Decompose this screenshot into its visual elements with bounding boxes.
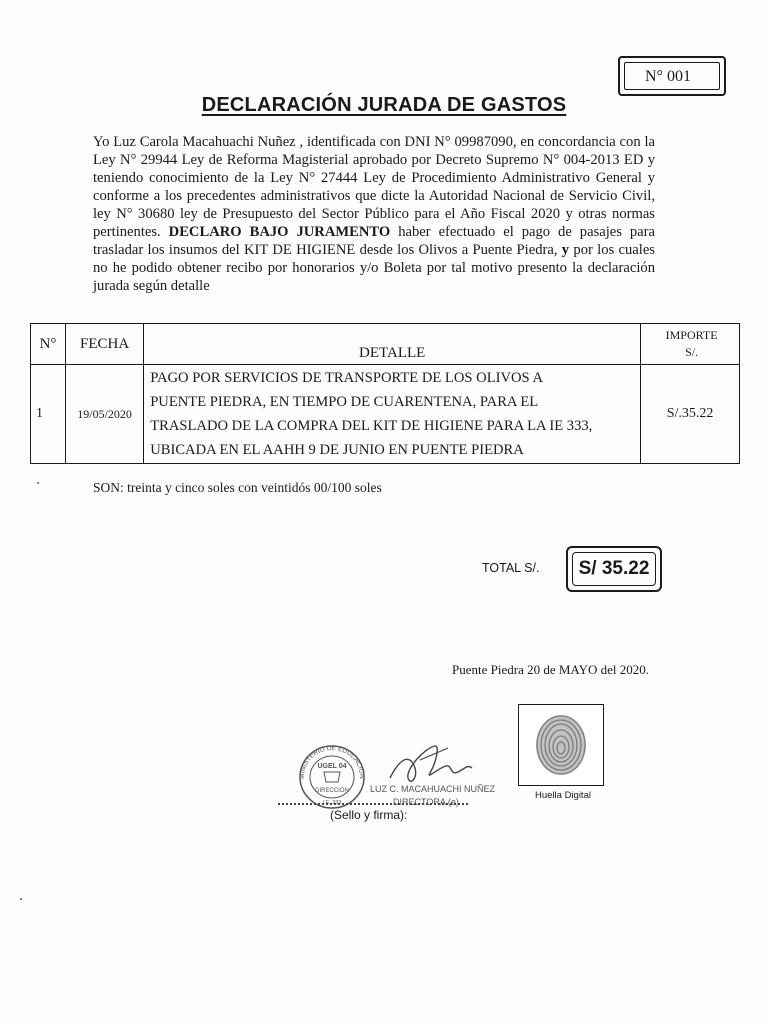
place-date: Puente Piedra 20 de MAYO del 2020. (452, 662, 650, 677)
declaration-emphasis: DECLARO BAJO JURAMENTO (168, 224, 391, 240)
signature-line (278, 803, 468, 805)
document-number-box (618, 56, 726, 96)
total-box (566, 546, 662, 592)
signature-caption: (Sello y firma): (330, 808, 408, 822)
row-amount: S/.35.22 (641, 365, 740, 464)
stamp-name: LUZ C. MACAHUACHI NUÑEZ (370, 784, 496, 794)
header-detail: DETALLE (144, 324, 641, 365)
stamp-role: DIRECTORA (e) (393, 797, 459, 807)
row-detail-line-1: PAGO POR SERVICIOS DE TRANSPORTE DE LOS OLIVOS A (150, 370, 544, 386)
total-label: TOTAL S/. (482, 561, 540, 575)
row-detail-line-2: PUENTE PIEDRA, EN TIEMPO DE CUARENTENA, PARA EL (150, 394, 539, 410)
declaration-part-1: Yo Luz Carola Macahuachi Nuñez , identificada con DNI N° 09987090, en concordancia con la Ley N° 29944 Ley de Reforma Magisterial aprobado por Decreto Supremo N° 004-2013 ED y teniendo conocimiento de la Ley N° 27444 Ley de Procedimiento Administrativo General y conforme a los precedentes administrativos que dicte la Autoridad Nacional de Servicio Civil, ley N° 30680 ley de Presupuesto del Sector Público para el Año Fiscal 2020 y otras normas pertinentes. (93, 134, 655, 240)
seal-text-top: MINISTERIO DE EDUCACIÓN (298, 744, 366, 779)
declaration-part-3: por los cuales no he podido obtener recibo por honorarios y/o Boleta por tal motivo presento la declaración jurada según detalle (93, 242, 655, 294)
header-date: FECHA (65, 324, 143, 365)
fingerprint-box (518, 704, 604, 786)
seal-text-mid: UGEL 04 (317, 763, 347, 770)
table-row (31, 365, 740, 464)
document-title-wrapper (0, 94, 768, 117)
fingerprint-label: Huella Digital (535, 790, 591, 801)
seal-text-bottom: DIRECCIÓN (315, 788, 349, 794)
scan-speck (20, 898, 22, 900)
declaration-body (93, 133, 655, 295)
header-amount (641, 324, 740, 365)
official-seal-icon (298, 744, 370, 810)
document-title: DECLARACIÓN JURADA DE GASTOS (201, 94, 567, 116)
table-header-row (31, 324, 740, 365)
row-date: 19/05/2020 (65, 365, 143, 464)
seal-text-foot: I.E. 333 (322, 800, 342, 806)
document-number: N° 001 (624, 62, 720, 90)
header-amount-line-2: S/. (685, 345, 699, 359)
scan-speck (37, 482, 39, 484)
expense-table (30, 323, 740, 464)
declaration-part-2: haber efectuado el pago de pasajes para trasladar los insumos del KIT DE HIGIENE desde los Olivos a Puente Piedra, (93, 224, 655, 258)
total-value: S/ 35.22 (572, 552, 656, 586)
amount-in-words: SON: treinta y cinco soles con veintidós 00/100 soles (93, 480, 382, 495)
declaration-emphasis-2: y (561, 242, 570, 258)
fingerprint-icon (529, 711, 593, 779)
header-amount-line-1: IMPORTE (665, 328, 718, 342)
row-detail-line-4: UBICADA EN EL AAHH 9 DE JUNIO EN PUENTE PIEDRA (150, 442, 524, 458)
row-number: 1 (31, 365, 66, 464)
row-detail (144, 365, 641, 464)
row-detail-line-3: TRASLADO DE LA COMPRA DEL KIT DE HIGIENE PARA LA IE 333, (150, 418, 593, 434)
header-number: N° (31, 324, 66, 365)
